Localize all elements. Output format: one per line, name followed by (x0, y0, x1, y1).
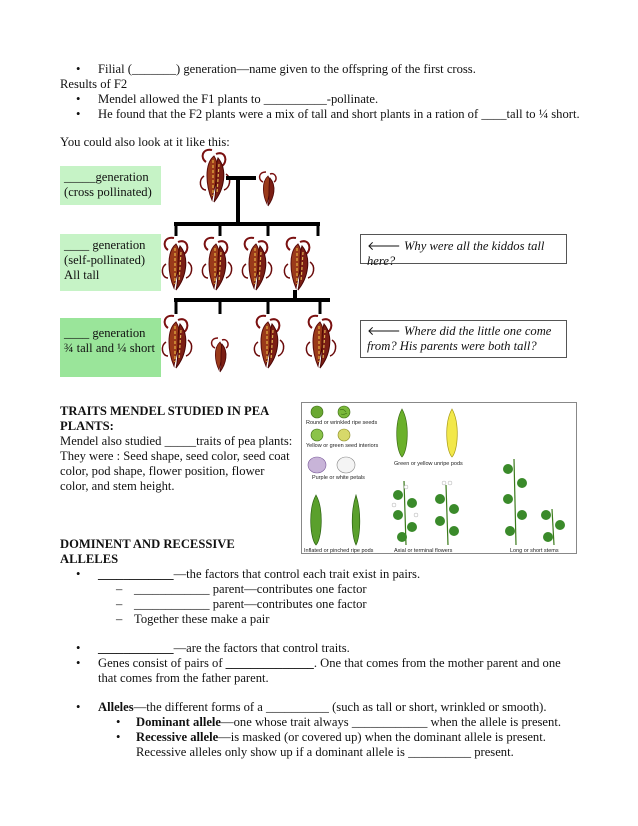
short-stem-plant-icon (541, 509, 565, 545)
generation-box-p (60, 166, 161, 205)
f2-tall-plant-icon (162, 316, 191, 368)
parent-blank: ____________ (134, 582, 210, 596)
dominant-term: Dominant allele (136, 715, 222, 729)
parent-text: parent—contributes one factor (209, 597, 367, 611)
recessive-term: Recessive allele (136, 730, 219, 744)
generation-desc: (self-pollinated) (64, 253, 146, 267)
round-seed-icon (311, 406, 323, 418)
terminal-flower-plant-icon (435, 481, 459, 545)
recessive-text: —is masked (or covered up) when the dominant allele is present. (218, 730, 546, 744)
note-little-one (360, 320, 567, 358)
f1-tall-plant-icon (162, 238, 191, 290)
genes-blank: ____________ (98, 641, 174, 655)
pea-traits-figure (301, 402, 577, 554)
genes-text: —are the factors that control traits. (173, 641, 350, 655)
note-text-2: from? His parents were both tall? (367, 339, 537, 353)
bullet: • (76, 62, 81, 76)
f2-short-plant-icon (212, 338, 229, 372)
dash: – (116, 612, 123, 626)
green-seed-icon (311, 429, 323, 441)
dash: – (116, 597, 123, 611)
factors-blank: ____________ (98, 567, 174, 581)
alleles-term: Alleles (98, 700, 134, 714)
gene-pairs-blank: ______________ (225, 656, 314, 670)
note-text: Why were all the kiddos tall here? (367, 239, 545, 268)
yellow-seed-icon (338, 429, 350, 441)
traits-body-1: Mendel also studied _____traits of pea plants: (60, 434, 293, 448)
gene-pairs-line2: that comes from the father parent. (98, 671, 269, 685)
traits-heading-1: TRAITS MENDEL STUDIED IN PEA (60, 404, 270, 418)
yellow-green-label: Yellow or green seed interiors (306, 443, 379, 449)
green-yellow-pods-label: Green or yellow unripe pods (394, 461, 463, 467)
inflated-pinched-label: Inflated or pinched ripe pods (304, 548, 374, 554)
generation-box-f1 (60, 234, 161, 291)
f1-tall-plant-icon (284, 238, 313, 290)
filial-text: Filial (_______) generation—name given to the offspring of the first cross. (98, 62, 476, 76)
note-all-tall (360, 234, 567, 268)
axial-terminal-label: Axial or terminal flowers (394, 548, 453, 554)
dash: – (116, 582, 123, 596)
white-petal-icon (337, 457, 355, 473)
parent-tall-plant-icon (200, 150, 229, 202)
parent-text: parent—contributes one factor (209, 582, 367, 596)
f2-ratio-text: He found that the F2 plants were a mix of tall and short plants in a ration of ____tall to ¼ short. (98, 107, 580, 121)
f2-tall-plant-icon (306, 316, 335, 368)
pinched-pod-icon (352, 495, 360, 545)
bullet: • (76, 567, 81, 581)
wrinkled-seed-icon (338, 406, 350, 418)
alleles-text: —the different forms of a __________ (such as tall or short, wrinkled or smooth). (133, 700, 547, 714)
bullet: • (76, 641, 81, 655)
gene-pairs-text: Genes consist of pairs of (98, 656, 226, 670)
traits-body-3: color, pod shape, flower position, flower (60, 464, 265, 478)
bullet: • (76, 107, 81, 121)
look-at-it-text: You could also look at it like this: (60, 135, 230, 149)
bullet: • (76, 700, 81, 714)
f1-tall-plant-icon (202, 238, 231, 290)
dominant-text: —one whose trait always ____________ when the allele is present. (221, 715, 561, 729)
left-arrow-icon: 🡐 (367, 324, 401, 338)
green-pod-icon (397, 409, 408, 457)
left-arrow-icon: 🡐 (367, 239, 401, 253)
bullet: • (116, 730, 121, 744)
inflated-pod-icon (311, 495, 322, 545)
traits-heading-2: PLANTS: (60, 419, 114, 433)
pea-plant-pedigree-diagram (160, 140, 360, 380)
generation-label: _____generation (64, 170, 149, 184)
generation-label: ____ generation (64, 238, 146, 252)
f1-tall-plant-icon (242, 238, 271, 290)
round-wrinkled-label: Round or wrinkled ripe seeds (306, 420, 378, 426)
factors-text: —the factors that control each trait exist in pairs. (173, 567, 421, 581)
results-heading: Results of F2 (60, 77, 128, 91)
axial-flower-plant-icon (392, 481, 418, 545)
long-short-label: Long or short stems (510, 548, 559, 554)
bullet: • (76, 656, 81, 670)
traits-body-2: They were : Seed shape, seed color, seed coat (60, 449, 290, 463)
generation-desc-2: All tall (64, 268, 100, 282)
f2-tall-plant-icon (254, 316, 283, 368)
generation-desc: ¾ tall and ¼ short (64, 341, 155, 355)
note-text: Where did the little one come (403, 324, 552, 338)
alleles-heading-2: ALLELES (60, 552, 119, 566)
bullet: • (76, 92, 81, 106)
f1-pollinate-text: Mendel allowed the F1 plants to __________-pollinate. (98, 92, 379, 106)
yellow-pod-icon (447, 409, 458, 457)
pair-text: Together these make a pair (134, 612, 270, 626)
parent-short-plant-icon (260, 172, 277, 206)
recessive-line2: Recessive alleles only show up if a dominant allele is __________ present. (136, 745, 514, 759)
purple-petal-icon (308, 457, 326, 473)
alleles-heading-1: DOMINENT AND RECESSIVE (60, 537, 235, 551)
generation-label: ____ generation (64, 326, 146, 340)
parent-blank: ____________ (134, 597, 210, 611)
purple-white-label: Purple or white petals (312, 475, 365, 481)
traits-body-4: color, and stem height. (60, 479, 175, 493)
generation-desc: (cross pollinated) (64, 185, 152, 199)
long-stem-plant-icon (503, 459, 527, 545)
gene-pairs-text-end: . One that comes from the mother parent and one (313, 656, 561, 670)
bullet: • (116, 715, 121, 729)
generation-box-f2 (60, 318, 161, 377)
